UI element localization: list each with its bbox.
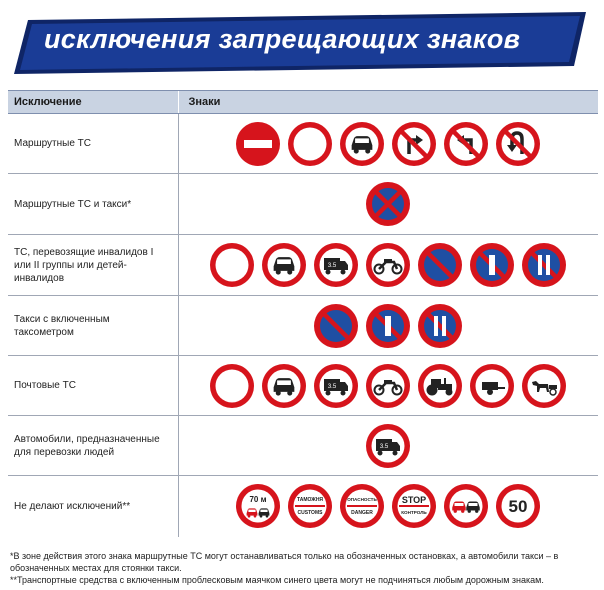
no-parking-odd-icon (468, 241, 516, 289)
no-parking-icon (312, 302, 360, 350)
footnotes (10, 550, 598, 586)
exception-label: Такси с включенным таксометром (8, 296, 178, 356)
no-trucks-icon (364, 422, 412, 470)
sign-group (179, 180, 599, 228)
no-cars-icon (338, 120, 386, 168)
no-trucks-icon (312, 241, 360, 289)
exception-label: Не делают исключений** (14, 500, 131, 512)
svg-text:3.5: 3.5 (328, 383, 337, 390)
no-parking-even-icon (416, 302, 464, 350)
no-stopping-icon (364, 180, 412, 228)
no-traffic-icon (208, 241, 256, 289)
no-right-turn-icon (390, 120, 438, 168)
svg-text:STOP: STOP (402, 495, 427, 506)
no-parking-even-icon (520, 241, 568, 289)
table-header-row (8, 91, 598, 114)
no-trucks-icon (312, 362, 360, 410)
no-tractors-icon (416, 362, 464, 410)
table-row (8, 174, 598, 235)
svg-text:КОНТРОЛЬ: КОНТРОЛЬ (401, 510, 427, 516)
column-header-signs: Знаки (178, 91, 598, 114)
sign-group (179, 120, 599, 168)
no-parking-odd-icon (364, 302, 412, 350)
signs-cell (178, 296, 598, 356)
sign-group (179, 422, 599, 470)
no-u-turn-icon (494, 120, 542, 168)
no-left-turn-icon (442, 120, 490, 168)
signs-cell (178, 235, 598, 296)
sign-group (179, 241, 599, 289)
page-title: исключения запрещающих знаков (44, 24, 521, 54)
column-header-exception: Исключение (8, 91, 178, 114)
no-trailers-icon (468, 362, 516, 410)
no-traffic-icon (208, 362, 256, 410)
no-cars-icon (260, 362, 308, 410)
table-row (8, 114, 598, 174)
exception-label: Автомобили, предназначенные для перевозки людей (8, 416, 178, 476)
no-cars-icon (260, 241, 308, 289)
sign-group (179, 482, 599, 530)
svg-text:CUSTOMS: CUSTOMS (297, 510, 323, 517)
table-row (8, 476, 598, 537)
sign-group (179, 362, 599, 410)
svg-text:3.5: 3.5 (380, 443, 389, 450)
exceptions-table (8, 90, 598, 537)
signs-cell (178, 416, 598, 476)
no-traffic-icon (286, 120, 334, 168)
table-row (8, 356, 598, 416)
signs-cell (178, 476, 598, 537)
svg-text:3.5: 3.5 (328, 263, 337, 269)
stop-control-icon (390, 482, 438, 530)
speed-limit-icon (494, 482, 542, 530)
no-entry-icon (234, 120, 282, 168)
svg-text:70 м: 70 м (249, 495, 267, 505)
no-horse-carts-icon (520, 362, 568, 410)
no-overtaking-70m-icon (234, 482, 282, 530)
customs-icon (286, 482, 334, 530)
no-overtaking-icon (442, 482, 490, 530)
svg-text:ТАМОЖНЯ: ТАМОЖНЯ (297, 497, 324, 504)
sign-group (179, 302, 599, 350)
exception-label: ТС, перевозящие инвалидов I или II группы или детей-инвалидов (8, 235, 178, 296)
table-row (8, 296, 598, 356)
table-row (8, 416, 598, 476)
svg-text:DANGER: DANGER (351, 510, 374, 517)
no-motorcycles-icon (364, 241, 412, 289)
svg-text:ОПАСНОСТЬ: ОПАСНОСТЬ (347, 497, 378, 503)
footnote-1: *В зоне действия этого знака маршрутные ТС могут останавливаться только на обозначенных остановках, а автомобили такси – в обозначенных местах для стоянки такси. (10, 551, 559, 573)
table-row (8, 235, 598, 296)
exception-label: Почтовые ТС (8, 356, 178, 416)
danger-icon (338, 482, 386, 530)
signs-cell (178, 174, 598, 235)
exception-label: Маршрутные ТС и такси* (8, 174, 178, 235)
footnote-2: **Транспортные средства с включенным проблесковым маячком синего цвета могут не подчиняться любым дорожным знакам. (10, 575, 544, 585)
svg-text:50: 50 (508, 497, 528, 517)
signs-cell (178, 114, 598, 174)
signs-cell (178, 356, 598, 416)
exception-label: Маршрутные ТС (8, 114, 178, 174)
no-parking-icon (416, 241, 464, 289)
title-banner (14, 12, 586, 74)
no-motorcycles-icon (364, 362, 412, 410)
